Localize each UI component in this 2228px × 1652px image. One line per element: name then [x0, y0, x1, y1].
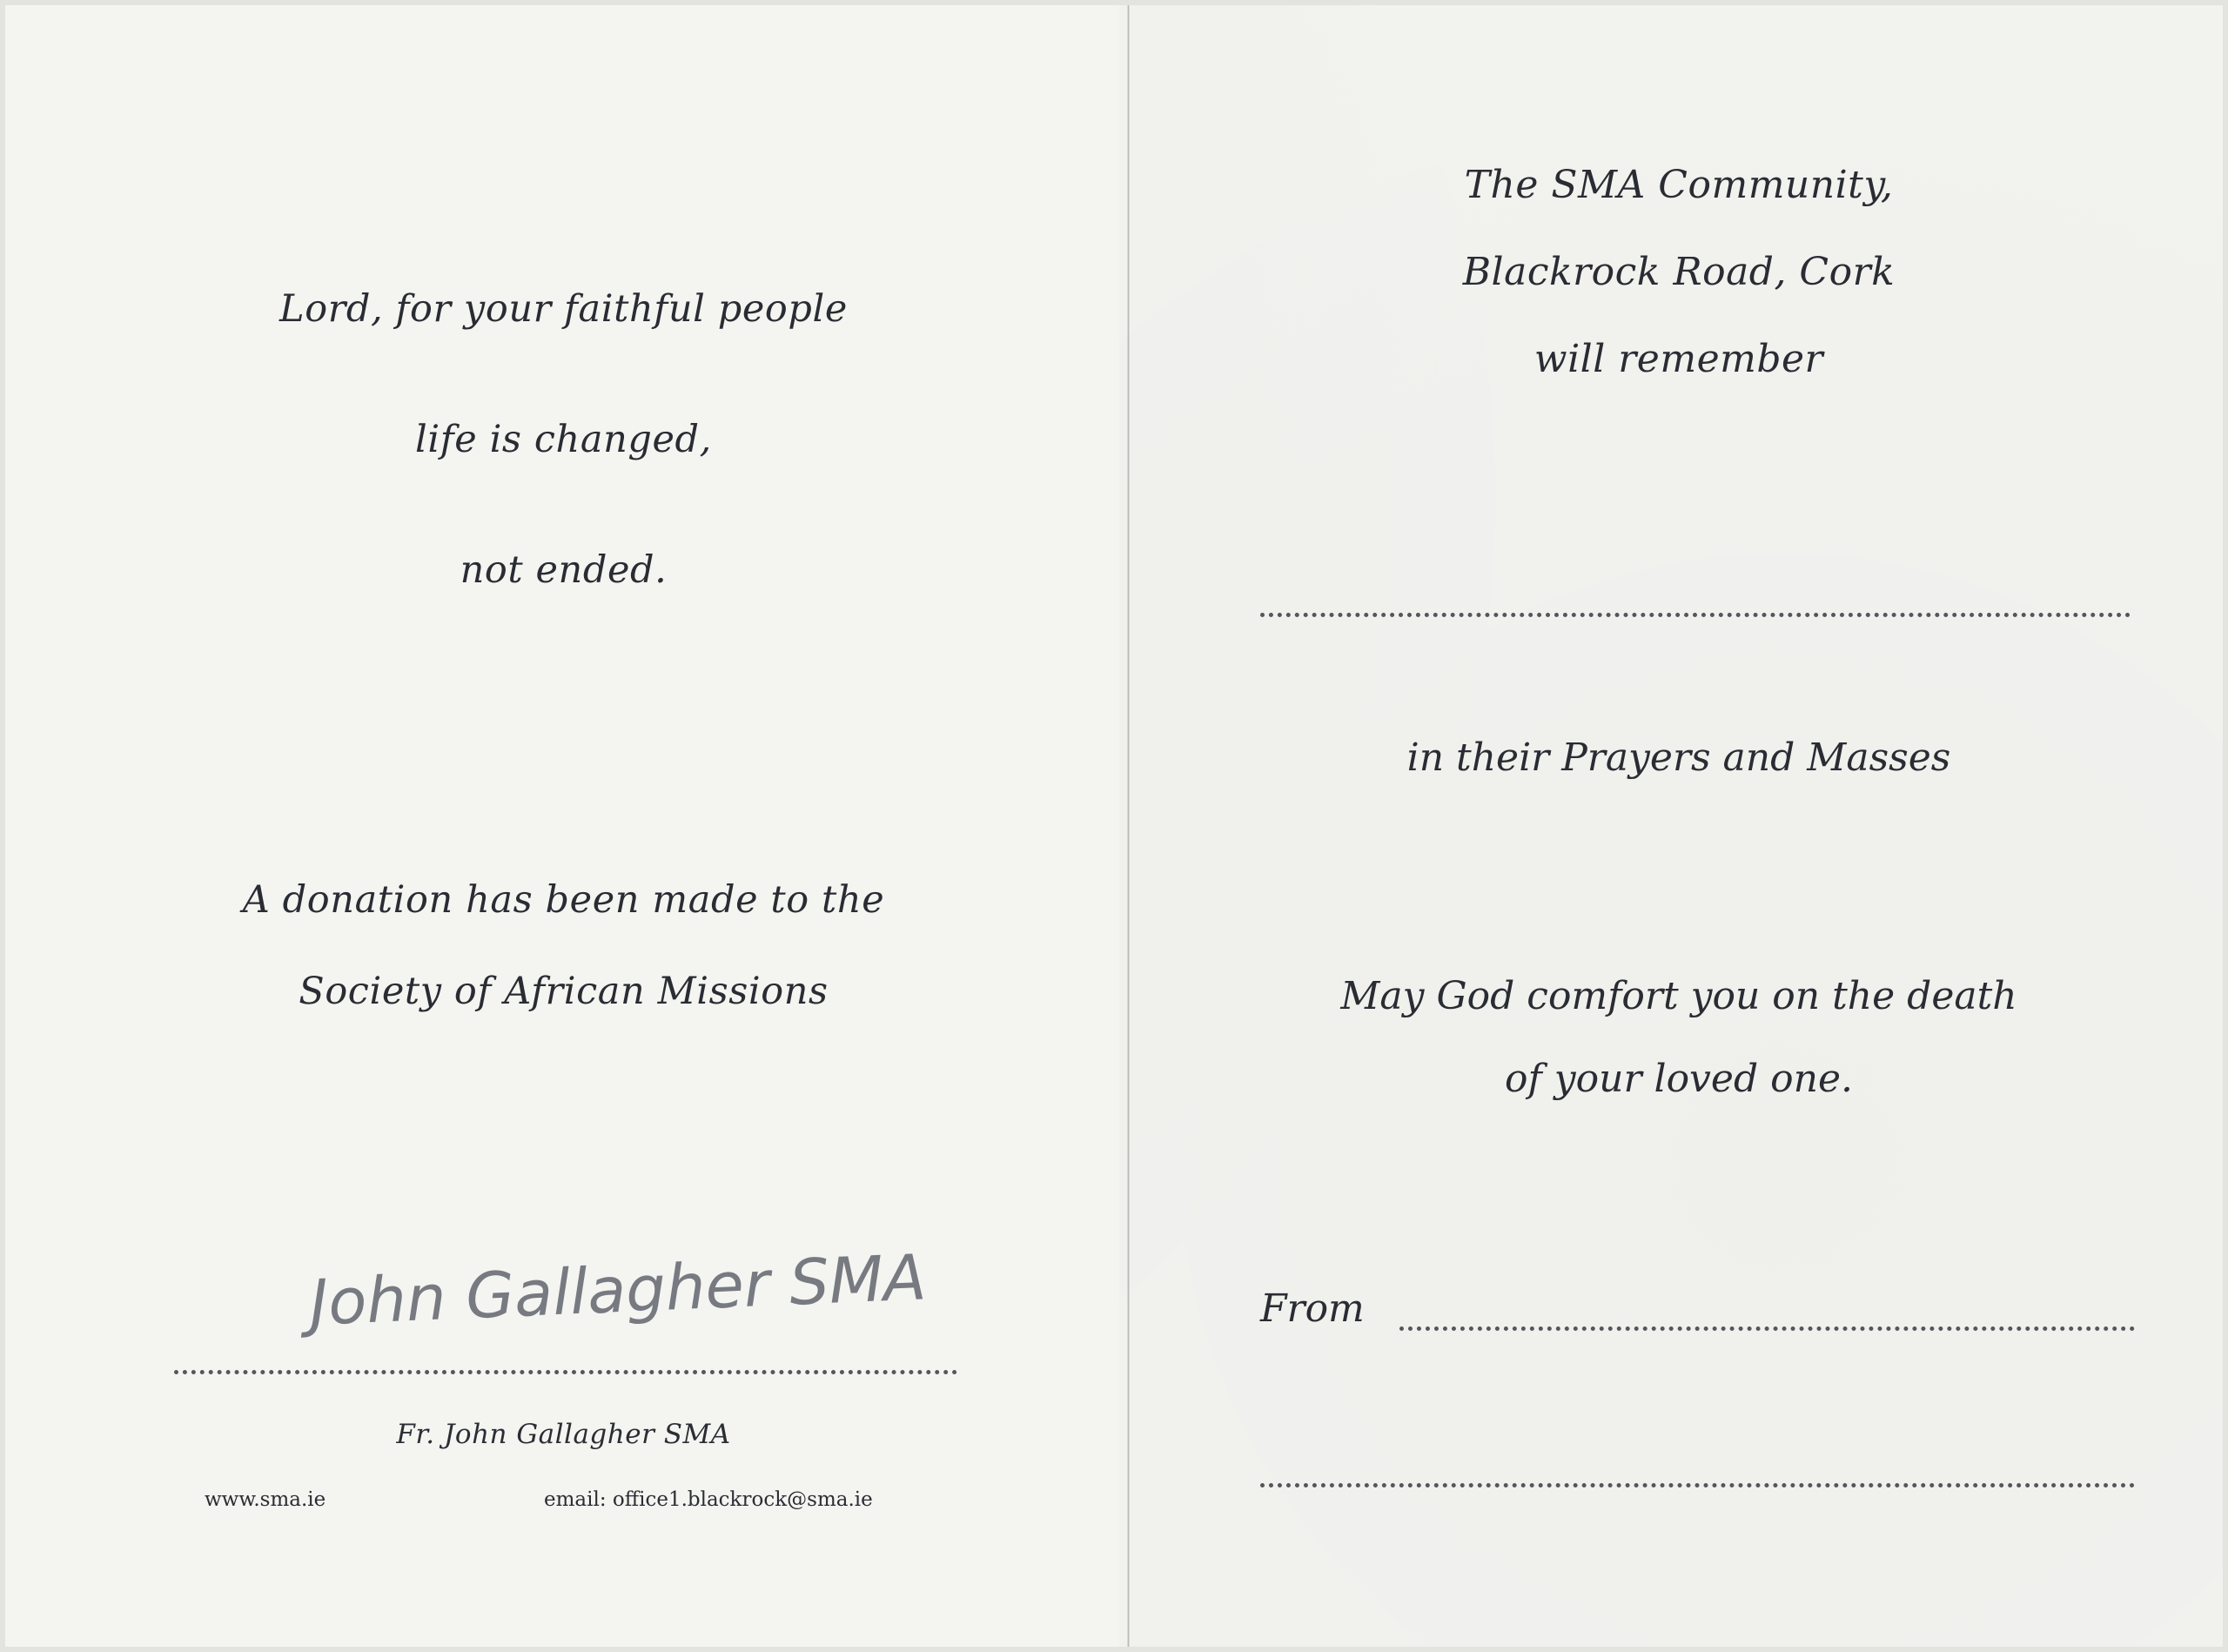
donation-line-2: Society of African Missions: [299, 970, 829, 1013]
donation-line-1: A donation has been made to the: [242, 878, 885, 922]
from-dotted-line-2[interactable]: [1260, 1480, 2135, 1487]
right-page: [1130, 0, 2228, 1652]
verse-line-1: Lord, for your faithful people: [279, 287, 848, 331]
signature-printed-name: Fr. John Gallagher SMA: [396, 1419, 731, 1450]
signature-dotted-line: [174, 1367, 957, 1374]
remembered-name-dotted-line[interactable]: [1260, 609, 2131, 617]
verse-line-3: not ended.: [460, 548, 668, 592]
from-label: From: [1260, 1286, 1365, 1331]
handwritten-signature: John Gallagher SMA: [308, 1240, 928, 1340]
website-text: www.sma.ie: [205, 1488, 326, 1511]
email-text: email: office1.blackrock@sma.ie: [544, 1488, 873, 1511]
comfort-line-1: May God comfort you on the death: [1340, 974, 2017, 1018]
community-line-2: Blackrock Road, Cork: [1462, 250, 1896, 294]
community-line-3: will remember: [1533, 337, 1824, 381]
from-dotted-line-1[interactable]: [1399, 1323, 2135, 1331]
prayers-and-masses-text: in their Prayers and Masses: [1406, 735, 1951, 780]
community-line-1: The SMA Community,: [1464, 163, 1894, 207]
comfort-line-2: of your loved one.: [1505, 1057, 1853, 1101]
verse-line-2: life is changed,: [415, 418, 712, 461]
